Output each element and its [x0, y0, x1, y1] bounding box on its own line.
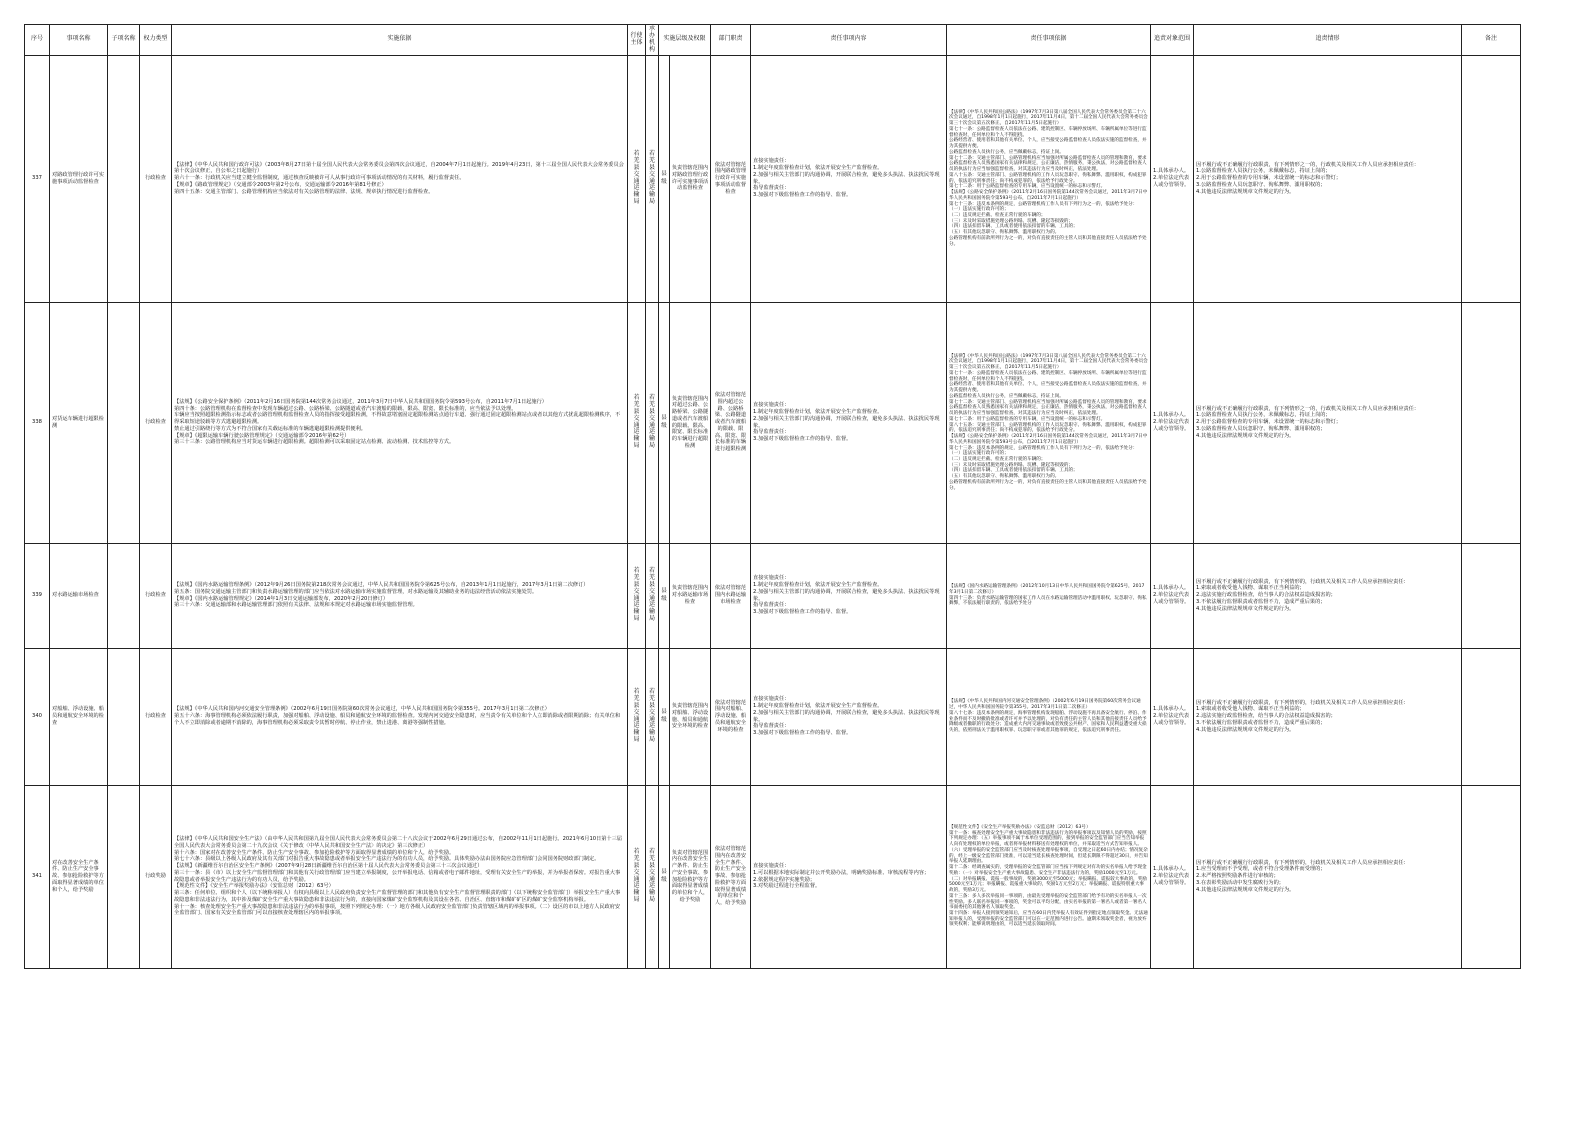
handling-org	[646, 55, 659, 302]
department-duty-text: 依法对管辖范围内在改善安全生产条件、防止生产安全事故、参加抢险救护等方面取得显著成绩的单位和个人，给予奖励	[714, 846, 747, 907]
level-authority-inner	[659, 56, 710, 302]
responsibility-basis-line: （五）有其他玩忽职守、徇私舞弊、滥用职权行为的。	[949, 230, 1060, 236]
department-duty	[711, 302, 751, 543]
accountability-situation-line: 1.索取或者收受他人钱物、谋取不正当利益的；	[1196, 585, 1305, 592]
accountability-target-line: 1.具体承办人。	[1153, 706, 1190, 713]
responsibility-basis-line: 第八十五条：交通主管部门、公路管理机构的工作人员玩忽职守、徇私舞弊、滥用职权，构成犯罪的，依法追究刑事责任；尚不构成犯罪的，依法给予行政处分。	[949, 172, 1147, 184]
header-cell: 备注	[1462, 25, 1521, 56]
department-duty	[711, 648, 751, 785]
responsibility-content-line: 2.依据规定程序实施奖励；	[753, 876, 816, 883]
implementation-basis-line: 【规章】《路政管理规定》（交通部令2003年第2号公布，交通运输部令2016年第81号修正）	[174, 181, 387, 188]
responsibility-basis-line: 公路管理机构有前款所列行为之一的，对负有直接责任的主管人员和其他直接责任人员依法给予处分。	[949, 235, 1147, 247]
item-name-text: 对货运车辆进行超限检测	[52, 415, 104, 429]
row-number-text: 338	[32, 419, 42, 426]
accountability-target	[1151, 55, 1194, 302]
accountability-target	[1151, 302, 1194, 543]
handling-org-text: 若羌县交通运输局	[648, 150, 655, 206]
responsibility-basis-line: 【法律】《中华人民共和国公路法》（1997年7月3日第八届全国人民代表大会常务委员会第二十六次会议通过，自1998年1月1日起施行，2017年11月4日，第十二届全国人民代表大会常务委员会第三十次会议第五次修正，自2017年11月5日起施行）	[949, 353, 1148, 371]
implementation-basis-line: 第三条：任何单位、组织和个人（以下统称举报人）有权向县级以上人民政府负责安全生产监督管理的部门和其他负有安全生产监督管理职责的部门（以下统称安全监管部门）举报安全生产重大事故隐患和非法违法行为，其中涉及煤矿安全生产重大事故隐患和非法违法行为的，直接向国家煤矿安全监察机构及其设在各省、自治区、直辖市和煤矿矿区的煤矿安全监察机构举报。	[174, 890, 621, 903]
responsibility-basis-line: 第七十二条：用于公路监督检查的专用车辆，应当设置统一的标志和示警灯。	[949, 184, 1106, 190]
level-text: 县级	[661, 171, 667, 185]
sub-item-name	[108, 302, 140, 543]
responsibility-basis-line: 第七十三条：违反本条例的规定，公路管理机构工作人员有下列行为之一的，依法给予处分：	[949, 445, 1138, 451]
row-number	[25, 302, 50, 543]
responsibility-basis	[947, 785, 1151, 968]
implementation-basis	[172, 302, 628, 543]
implementation-basis	[172, 648, 628, 785]
responsibility-content-line: 1.制定年度监督检查计划，依法开展安全生产监督检查。	[753, 165, 883, 172]
responsibility-content-line: 2.加强与相关主管部门的沟通协调，开展联合检查，避免多头执法、执法扰民等现象。	[753, 171, 940, 185]
responsibility-content	[751, 785, 947, 968]
row-number-text: 341	[32, 873, 42, 880]
responsibility-basis-line: 第七十二条：用于公路监督检查的专用车辆，应当设置统一的标志和示警灯。	[949, 416, 1106, 422]
executing-subject	[628, 648, 646, 785]
authority-text: 负责管辖范围内对船舶、浮动设施、船员和通航安全环境的检查	[669, 649, 710, 785]
level-authority-inner	[659, 303, 710, 543]
responsibility-content-line: 直接实施责任：	[753, 863, 790, 870]
accountability-target-line: 2.单位法定代表人或分管领导。	[1153, 175, 1190, 188]
responsibility-basis-line: 第七十二条：交通主管部门、公路管理机构应当加强对所属公路监督检查人员的管理和教育，要求公路监督检查人员熟悉国家有关法律和规定，公正廉洁，热情服务，秉公执法，对公路监督检查人员的执法行为应当加强监督检查，对其违法行为应当及时纠正，依法处理。	[949, 155, 1147, 173]
implementation-basis-line: 【法规】《新疆维吾尔自治区安全生产条例》（2007年9月28日新疆维吾尔自治区第十届人民代表大会常务委员会第三十三次会议通过）	[174, 863, 483, 870]
responsibility-basis-line: 第十三条：多人多次举报同一事项的，由最先受理举报的安全监管部门给予有功的实名举报人一次性奖励。多人联名举报同一事项的，奖金可以平均分配，由实名举报的第一署名人或者第一署名人书面委托的其他署名人领取奖金。	[949, 893, 1147, 911]
implementation-basis-line: 第五十六条：海事管理机构必须依法履行职责，加强对船舶、浮动设施、船员和通航安全环境的监督检查。发现内河交通安全隐患时，应当责令有关单位和个人立即消除或者限期消除；有关单位和个人不立即消除或者逾期不消除的，海事管理机构必须采取责令其暂时停航、停止作业，禁止进港、离港等强制性措施。	[174, 713, 621, 726]
responsibility-basis-line: 第十一条：核查处理安全生产重大事故隐患和非法违法行为的举报事项以及知情人员的奖励，按照下列规定办理：（五）举报事项不属于本单位受理范围的，接到举报的安全监管部门应当告知举报人向有处理权的单位举报，或者将举报材料移送有处理权的单位，并采取适当方式告知举报人。（六）受理举报的安全监管部门应当及时核查处理举报事项，自受理之日起60日内办结；情况复杂的，经上一级安全监管部门批准，可以适当延长核查处理时间，但延长期限不得超过30日，并告知举报人延期理由。	[949, 830, 1148, 865]
remarks	[1462, 648, 1521, 785]
implementation-basis-line: 【法律】《中华人民共和国安全生产法》（由中华人民共和国第九届全国人民代表大会常务委员会第二十八次会议于2002年6月29日通过公布，自2002年11月1日起施行。2021年6月10日第十三届全国人民代表大会常务委员会第二十九次会议《关于修改〈中华人民共和国安全生产法〉的决定》第三次修正）	[174, 836, 622, 849]
accountability-situation-line: 2.用于公路监督检查的专用车辆，未设置统一的标志和示警灯；	[1196, 175, 1342, 182]
accountability-target-line: 1.具体承办人。	[1153, 412, 1190, 419]
item-name-text: 对在改善安全生产条件、防止生产安全事故、参加抢险救护等方面取得显著成绩的单位和个人，给予奖励	[52, 859, 104, 893]
accountability-target	[1151, 543, 1194, 648]
department-duty-text: 依法对管辖范围内对船舶、浮动设施、船员和通航安全环境的检查	[714, 699, 747, 733]
accountability-target-line: 2.单位法定代表人或分管领导。	[1153, 419, 1190, 432]
implementation-basis-line: 第三十三条：公路管理机构应当对货运车辆进行超限检测。超限检测可以采取固定站点检测、流动检测、技术监控等方式。	[174, 439, 455, 446]
responsibility-basis-line: 第八十五条：交通主管部门、公路管理机构的工作人员玩忽职守、徇私舞弊、滥用职权，构成犯罪的，依法追究刑事责任；尚不构成犯罪的，依法给予行政处分。	[949, 422, 1147, 434]
implementation-basis-line: 第三十一条：县（市）以上安全生产监督管理部门和其他有关行政管理部门应当建立举报制度，公开举报电话、信箱或者电子邮件地址，受理有关安全生产的举报，并为举报者保密。对报告重大事故隐患或者举报安全生产违法行为的有功人员，给予奖励。	[174, 869, 621, 883]
responsibility-content-line: 2.加强与相关主管部门的沟通协调，开展联合检查，避免多头执法、执法扰民等现象。	[753, 588, 940, 602]
power-type	[140, 302, 172, 543]
item-name	[50, 302, 108, 543]
authority-text: 负责管辖范围内对路政管理行政许可实施事项活动监督检查	[669, 56, 710, 302]
responsibility-content-line: 指导监督责任：	[753, 429, 790, 436]
department-duty	[711, 785, 751, 968]
header-cell: 实施依据	[172, 25, 628, 56]
sub-item-name	[108, 543, 140, 648]
implementation-basis-line: 【法律】《中华人民共和国行政许可法》（2003年8月27日第十届全国人民代表大会常务委员会第四次会议通过，自2004年7月1日起施行。2019年4月23日，第十三届全国人民代表大会常务委员会第十次会议修正，自公布之日起施行）	[174, 161, 624, 175]
authority-text: 负责管辖范围内对水路运输市场检查	[669, 544, 710, 648]
header-cell: 部门职责	[711, 25, 751, 56]
table-row	[25, 543, 1521, 648]
responsibility-content-line: 3.加强对下级监督检查工作的指导、监督。	[753, 730, 852, 737]
accountability-situation-line: 因不履行或不正确履行行政职责，有下列情形的，行政机关及相关工作人员应承担相应责任：	[1196, 578, 1409, 585]
executing-subject-text: 若羌县交通运输局	[633, 688, 640, 744]
responsibility-content-line: 3.对奖励过程进行全程监督。	[753, 883, 821, 890]
accountability-situation-line: 因不履行或不正确履行行政职责，有下列情形的，行政机关及相关工作人员应承担相应责任：	[1196, 859, 1409, 866]
responsibility-basis	[947, 302, 1151, 543]
executing-subject	[628, 302, 646, 543]
responsibility-content-line: 指导监督责任：	[753, 602, 790, 609]
accountability-situation-line: 1.公路监督检查人员执行公务，未佩戴标志，持证上岗的；	[1196, 168, 1331, 175]
responsibility-basis-line: 【法规】《中华人民共和国内河交通安全管理条例》（2002年6月19日国务院第60次常务会议通过，中华人民共和国国务院令第355号。2017年3月1日第二次修正）	[949, 699, 1141, 711]
header-cell: 实施层级及权限	[659, 25, 711, 56]
accountability-situation	[1194, 648, 1462, 785]
accountability-situation	[1194, 55, 1462, 302]
accountability-target-line: 2.单位法定代表人或分管领导。	[1153, 713, 1190, 726]
row-number	[25, 648, 50, 785]
header-cell: 追责对象范围	[1151, 25, 1194, 56]
department-duty-text: 依法对管辖范围内超过公路、公路桥梁、公路隧道或者汽车渡船的限载、限高、限宽、限长标准的车辆进行超限检测	[714, 392, 747, 453]
row-number-text: 339	[32, 592, 42, 599]
header-cell: 事项名称	[50, 25, 108, 56]
implementation-basis-line: 【规章】《超限运输车辆行驶公路管理规定》（交通运输部令2016年第62号）	[174, 432, 350, 439]
table-row	[25, 55, 1521, 302]
implementation-basis-line: 【法规】《公路安全保护条例》（2011年2月16日国务院第144次常务会议通过，2011年3月7日中华人民共和国国务院令第593号公布，自2011年7月1日起施行）	[174, 398, 547, 405]
handling-org-text: 若羌县交通运输局	[648, 394, 655, 450]
responsibility-basis-line: （二）违反规定拦截、检查正常行驶的车辆的；	[949, 212, 1046, 218]
remarks	[1462, 543, 1521, 648]
accountability-target-line: 1.具体承办人。	[1153, 866, 1190, 873]
handling-org	[646, 785, 659, 968]
accountability-situation-line: 4.其他违反法律法规规章文件规定的行为。	[1196, 188, 1295, 195]
responsibility-basis-line: （三）未及时采取措施处理公路坍塌、坑槽、隆起等损毁的；	[949, 462, 1074, 468]
row-number	[25, 785, 50, 968]
accountability-situation-line: 3.不依法履行监督职责或者监督不力，造成严重后果的；	[1196, 598, 1326, 605]
level-text: 县级	[661, 709, 667, 723]
remarks	[1462, 55, 1521, 302]
responsibility-basis-line: 第七十二条：交通主管部门、公路管理机构应当加强对所属公路监督检查人员的管理和教育，要求公路监督检查人员熟悉国家有关法律和规定，公正廉洁，热情服务，秉公执法，对公路监督检查人员的执法行为应当加强监督检查，对其违法行为应当及时纠正，依法处理。	[949, 399, 1147, 417]
responsibility-table	[24, 24, 1521, 969]
responsibility-content-line: 直接实施责任：	[753, 696, 790, 703]
responsibility-basis-line: （四）违法扣留车辆、工具或者使用依法扣留的车辆、工具的；	[949, 468, 1078, 474]
level-text: 县级	[661, 588, 667, 602]
responsibility-basis-line: 【法规】《国内水路运输管理条例》（2012年10月13日中华人民共和国国务院令第625号，2017年3月1日第二次修订）	[949, 584, 1145, 595]
department-duty	[711, 55, 751, 302]
sub-item-name	[108, 55, 140, 302]
responsibility-basis	[947, 55, 1151, 302]
accountability-situation	[1194, 302, 1462, 543]
responsibility-content-line: 直接实施责任：	[753, 575, 790, 582]
table-row	[25, 648, 1521, 785]
row-number	[25, 55, 50, 302]
item-name-text: 对水路运输市场检查	[52, 592, 99, 599]
power-type	[140, 648, 172, 785]
table-row	[25, 785, 1521, 968]
remarks	[1462, 785, 1521, 968]
responsibility-basis-line: 公路管理机构有前款所列行为之一的，对负有直接责任的主管人员和其他直接责任人员依法给予处分。	[949, 479, 1147, 491]
accountability-situation-line: 4.其他违反法律法规规章文件规定的行为。	[1196, 432, 1295, 439]
power-type-text: 行政检查	[145, 592, 166, 599]
responsibility-basis-line: 公路经营者、使用者和其他有关单位、个人，应当接受公路监督检查人员依法实施的监督检查，并为其提供方便。	[949, 382, 1147, 394]
responsibility-basis-line: 公路监督检查人员执行公务，应当佩戴标志，持证上岗。	[949, 393, 1064, 399]
accountability-target-line: 1.具体承办人。	[1153, 168, 1190, 175]
authority-text: 负责对管辖范围内在改善安全生产条件、防止生产安全事故、参加抢险救护等方面取得显著成绩的单位和个人，给予奖励	[669, 786, 710, 968]
implementation-basis	[172, 543, 628, 648]
accountability-target	[1151, 648, 1194, 785]
responsibility-basis-line: 公路监督检查人员执行公务，应当佩戴标志，持证上岗。	[949, 149, 1064, 155]
implementation-basis-line: 第十一条：核查处理安全生产重大事故隐患和非法违法行为的举报事项，按照下列规定办理：（一）地方各级人民政府安全监管部门负责管辖区域内的举报事项。（二）设区的市以上地方人民政府安全监管部门、国家有关安全监管部门可以直接核查处理辖区内的举报事项。	[174, 903, 621, 917]
implementation-basis-line: 车辆应当按照超限检测指示标志或者公路管理机构监督检查人员的指挥接受超限检测，不得故意堵塞固定超限检测站点通行车道、强行通过固定超限检测站点或者以其他方式扰乱超限检测秩序，不得采取短途驳载等方式逃避超限检测。	[174, 412, 621, 426]
responsibility-content-line: 直接实施责任：	[753, 158, 790, 165]
responsibility-basis-line: （三）未及时采取措施处理公路坍塌、坑槽、隆起等损毁的；	[949, 218, 1074, 224]
level-authority	[659, 543, 711, 648]
accountability-situation-line: 3.不依法履行监督职责或者监督不力，造成严重后果的；	[1196, 719, 1326, 726]
responsibility-basis-line: 第七十一条：公路监督检查人员依法在公路、建筑控制区、车辆停放场所、车辆所属单位等进行监督检查时，任何单位和个人不得阻挠。	[949, 126, 1147, 138]
accountability-situation-line: 1.应当受理而不予受理，或者不符合受理条件而受理的；	[1196, 866, 1326, 873]
header-cell: 追责情形	[1194, 25, 1462, 56]
accountability-situation-line: 因不履行或不正确履行行政职责，有下列情形的，行政机关及相关工作人员应承担相应责任：	[1196, 699, 1409, 706]
responsibility-content-line: 1.制定年度监督检查计划，依法开展安全生产监督检查。	[753, 703, 883, 710]
department-duty-text: 依法对管辖范围内水路运输市场检查	[714, 585, 747, 605]
item-name-text: 对路政管理行政许可实施事项活动监督检查	[52, 171, 104, 185]
implementation-basis-line: 第七十六条：县级以上各级人民政府及其有关部门对报告重大事故隐患或者举报安全生产违法行为的有功人员，给予奖励。具体奖励办法由国务院应急管理部门会同国务院财政部门制定。	[174, 856, 600, 863]
level-authority	[659, 648, 711, 785]
accountability-situation-line: 2.违法实施行政监督检查，给当事人的合法权益造成损害的；	[1196, 592, 1336, 599]
accountability-target-line: 2.单位法定代表人或分管领导。	[1153, 873, 1190, 886]
implementation-basis-line: 第三十六条：交通运输部和水路运输管理部门依照有关法律、法规和本规定对水路运输市场实施监督管理。	[174, 602, 418, 609]
department-duty	[711, 543, 751, 648]
level-authority-inner	[659, 649, 710, 785]
responsibility-basis-line: （二）违反规定拦截、检查正常行驶的车辆的；	[949, 456, 1046, 462]
item-name	[50, 55, 108, 302]
accountability-situation-line: 3.在表彰奖励活动中发生腐败行为的；	[1196, 879, 1284, 886]
sub-item-name	[108, 785, 140, 968]
implementation-basis-line: 第四十五条：交通主管部门、公路管理机构应当依法对有关公路管理的法律、法规、规章执行情况进行监督检查。	[174, 188, 434, 195]
accountability-situation-line: 2.违法实施行政监督检查，给当事人的合法权益造成损害的；	[1196, 713, 1336, 720]
responsibility-basis-line: 第四十三条：负责水路运输管理的国家工作人员在水路运输管理活动中滥用职权、玩忽职守、徇私舞弊，不依法履行职责的，依法给予处分	[949, 595, 1147, 607]
implementation-basis-line: 【法规】《国内水路运输管理条例》（2012年9月26日国务院第218次常务会议通过，中华人民共和国国务院令第625号公布，自2013年1月1日起施行，2017年3月1日第二次修订）	[174, 582, 589, 589]
item-name	[50, 785, 108, 968]
header-cell: 承办机构	[646, 25, 659, 56]
level-authority-inner	[659, 544, 710, 648]
responsibility-basis-line: （五）有其他玩忽职守、徇私舞弊、滥用职权行为的。	[949, 474, 1060, 480]
accountability-situation-line: 4.其他违反法律法规规章文件规定的行为。	[1196, 726, 1295, 733]
accountability-target-line: 2.单位法定代表人或分管领导。	[1153, 592, 1190, 605]
row-number	[25, 543, 50, 648]
accountability-situation	[1194, 543, 1462, 648]
responsibility-content-line: 指导监督责任：	[753, 723, 790, 730]
accountability-situation-line: 1.索取或者收受他人钱物、谋取不正当利益的；	[1196, 706, 1305, 713]
responsibility-basis-line: 第八十七条：违反本条例的规定，海事管理机构发现船舶、浮动设施不再具备安全航行、停泊、作业条件而不及时撤销批准或者许可并予以处理的，对负有责任的主管人员和其他直接责任人员给予降级或者撤职的行政处分；造成重大内河交通事故或者致使公共财产、国家和人民利益遭受重大损失的，依照刑法关于滥用职权罪、玩忽职守罪或者其他罪的规定，依法追究刑事责任。	[949, 710, 1147, 734]
handling-org-text: 若羌县交通运输局	[648, 567, 655, 623]
responsibility-basis-line: （四）违法扣留车辆、工具或者使用依法扣留的车辆、工具的；	[949, 224, 1078, 230]
accountability-target-line: 1.具体承办人。	[1153, 585, 1190, 592]
level-authority	[659, 785, 711, 968]
responsibility-basis-line: 【法规】《公路安全保护条例》（2011年2月16日国务院第144次常务会议通过，2011年3月7日中华人民共和国国务院令第593号公布，自2011年7月1日起施行）	[949, 190, 1148, 201]
executing-subject	[628, 785, 646, 968]
responsibility-basis-line: 第七十一条：公路监督检查人员依法在公路、建筑控制区、车辆停放场所、车辆所属单位等进行监督检查时，任何单位和个人不得阻挠。	[949, 370, 1147, 382]
item-name	[50, 648, 108, 785]
accountability-situation-line: 因不履行或不正确履行行政职责，有下列情形之一的，行政机关及相关工作人员应承担相应责任：	[1196, 161, 1420, 168]
power-type-text: 行政检查	[145, 419, 166, 426]
responsibility-basis	[947, 648, 1151, 785]
implementation-basis-line: 【规章】《国内水路运输管理规定》（2014年1月3日交通运输部发布，2020年2月20日修订）	[174, 595, 389, 602]
accountability-situation-line: 4.其他违反法律法规规章文件规定的行为。	[1196, 886, 1295, 893]
responsibility-content	[751, 302, 947, 543]
document-page	[24, 24, 1520, 969]
handling-org-text: 若羌县交通运输局	[648, 848, 655, 904]
header-cell: 责任事项依据	[947, 25, 1151, 56]
responsibility-basis-line: 【法规】《公路安全保护条例》（2011年2月16日国务院第144次常务会议通过，2011年3月7日中华人民共和国国务院令第593号公布，自2011年7月1日起施行）	[949, 434, 1148, 445]
responsibility-content-line: 2.加强与相关主管部门的沟通协调，开展联合检查，避免多头执法、执法扰民等现象。	[753, 415, 940, 429]
handling-org	[646, 302, 659, 543]
implementation-basis-line: 【规范性文件】《安全生产举报奖励办法》（安监总财〔2012〕63号）	[174, 883, 334, 890]
executing-subject	[628, 55, 646, 302]
responsibility-basis-line: 【规范性文件】《安全生产举报奖励办法》（安监总财〔2012〕63号）	[949, 824, 1091, 830]
responsibility-basis	[947, 543, 1151, 648]
implementation-basis-line: 第十六条：国家对在改善安全生产条件、防止生产安全事故、参加抢险救护等方面取得显著成绩的单位和个人，给予奖励。	[174, 849, 455, 856]
responsibility-content	[751, 543, 947, 648]
table-header-row	[25, 25, 1521, 56]
table-row	[25, 302, 1521, 543]
responsibility-content-line: 指导监督责任：	[753, 185, 790, 192]
power-type-text: 行政检查	[145, 175, 166, 182]
implementation-basis	[172, 785, 628, 968]
level-text: 县级	[661, 415, 667, 429]
implementation-basis-line: 禁止通过引路绕行等方式为不符合国家有关载运标准的车辆逃避超限检测提供便利。	[174, 425, 366, 432]
item-name-text: 对船舶、浮动设施、船员和通航安全环境的检查	[52, 706, 104, 726]
accountability-situation-line: 3.公路监督检查人员玩忽职守、徇私舞弊、滥用职权的；	[1196, 425, 1326, 432]
row-number-text: 337	[32, 175, 42, 182]
responsibility-basis-line: 公路经营者、使用者和其他有关单位、个人，应当接受公路监督检查人员依法实施的监督检查，并为其提供方便。	[949, 138, 1147, 150]
header-cell: 行使主体	[628, 25, 646, 56]
level-text: 县级	[661, 869, 667, 883]
accountability-situation	[1194, 785, 1462, 968]
handling-org-text: 若羌县交通运输局	[648, 688, 655, 744]
responsibility-content	[751, 55, 947, 302]
level-authority	[659, 302, 711, 543]
responsibility-basis-line: （一）违法实施行政许可的；	[949, 451, 1009, 457]
power-type	[140, 543, 172, 648]
implementation-basis-line: 【法规】《中华人民共和国内河交通安全管理条例》（2002年6月19日国务院第60次常务会议通过，中华人民共和国国务院令第355号。2017年3月1日第二次修正）	[174, 706, 550, 713]
row-number-text: 340	[32, 713, 42, 720]
accountability-situation-line: 2.用于公路监督检查的专用车辆，未设置统一的标志和示警灯；	[1196, 419, 1342, 426]
responsibility-content-line: 直接实施责任：	[753, 402, 790, 409]
power-type-text: 行政检查	[145, 713, 166, 720]
executing-subject-text: 若羌县交通运输局	[633, 848, 640, 904]
executing-subject	[628, 543, 646, 648]
department-duty-text: 依法对管辖范围内路政管理行政许可实施事项活动监督检查	[714, 161, 747, 195]
responsibility-content-line: 3.加强对下级监督检查工作的指导、监督。	[753, 436, 852, 443]
implementation-basis-line: 第五条：国务院交通运输主管部门和负责水路运输管理的部门应当依法对水路运输市场实施监督管理，对水路运输及其辅助业务的违法经营活动依法实施处罚。	[174, 588, 538, 595]
handling-org	[646, 648, 659, 785]
responsibility-content	[751, 648, 947, 785]
responsibility-basis-line: 第十二条：经调查属实的，受理举报的安全监管部门应当按下列规定对有功的实名举报人给予现金奖励：（一）对举报安全生产重大事故隐患、安全生产非法违法行为的，奖励1000元至1万元。（二）对举报瞒报、谎报一般事故的，奖励3000元至5000元；举报瞒报、谎报较大事故的，奖励5000元至1万元；举报瞒报、谎报重大事故的，奖励1万元至2万元；举报瞒报、谎报特别重大事故的，奖励3万元。	[949, 865, 1147, 894]
power-type	[140, 785, 172, 968]
responsibility-basis-line: 第七十三条：违反本条例的规定，公路管理机构工作人员有下列行为之一的，依法给予处分：	[949, 201, 1138, 207]
header-cell: 序号	[25, 25, 50, 56]
accountability-situation-line: 3.公路监督检查人员玩忽职守、徇私舞弊、滥用职权的；	[1196, 181, 1326, 188]
responsibility-content-line: 1.制定年度监督检查计划，依法开展安全生产监督检查。	[753, 409, 883, 416]
executing-subject-text: 若羌县交通运输局	[633, 567, 640, 623]
accountability-situation-line: 因不履行或不正确履行行政职责，有下列情形之一的，行政机关及相关工作人员应承担相应责任：	[1196, 405, 1420, 412]
remarks	[1462, 302, 1521, 543]
implementation-basis	[172, 55, 628, 302]
implementation-basis-line: 第六十一条：行政机关应当建立健全监督制度，通过核查反映被许可人从事行政许可事项活动情况的有关材料，履行监督责任。	[174, 175, 465, 182]
level-authority	[659, 55, 711, 302]
authority-text: 负责管辖范围内对超过公路、公路桥梁、公路隧道或者汽车渡船的限载、限高、限宽、限长标准的车辆进行超限检测	[669, 303, 710, 543]
responsibility-basis-line: （一）违法实施行政许可的；	[949, 207, 1009, 213]
executing-subject-text: 若羌县交通运输局	[633, 394, 640, 450]
header-cell: 责任事项内容	[751, 25, 947, 56]
power-type	[140, 55, 172, 302]
accountability-situation-line: 4.其他违反法律法规规章文件规定的行为。	[1196, 605, 1295, 612]
header-cell: 子项名称	[108, 25, 140, 56]
sub-item-name	[108, 648, 140, 785]
responsibility-content-line: 3.加强对下级监督检查工作的指导、监督。	[753, 192, 852, 199]
responsibility-content-line: 2.加强与相关主管部门的沟通协调，开展联合检查，避免多头执法、执法扰民等现象。	[753, 709, 940, 723]
power-type-text: 行政奖励	[145, 873, 166, 880]
responsibility-content-line: 3.加强对下级监督检查工作的指导、监督。	[753, 609, 852, 616]
responsibility-basis-line: 【法律】《中华人民共和国公路法》（1997年7月3日第八届全国人民代表大会常务委员会第二十六次会议通过，自1998年1月1日起施行，2017年11月4日，第十二届全国人民代表大会常务委员会第三十次会议第五次修正，自2017年11月5日起施行）	[949, 109, 1148, 127]
responsibility-basis-line: 第十四条：举报人接到领奖通知后，应当在60日内凭举报人有效证件到指定地点领取奖金。无法通知举报人的，受理举报的安全监管部门可以在一定范围内进行公告。逾期未领取奖金者，视为放弃领奖权利；能够说明理由的，可以适当延长领取时间。	[949, 910, 1148, 928]
implementation-basis-line: 第四十条：公路管理机构在监督检查中发现车辆超过公路、公路桥梁、公路隧道或者汽车渡船的限载、限高、限宽、限长标准的，应当依法予以处理。	[174, 405, 517, 412]
level-authority-inner	[659, 786, 710, 968]
responsibility-content-line: 1.可以根据本地实际制定并公开奖励办法，明确奖励标准、审核流程等内容；	[753, 869, 930, 876]
header-cell: 权力类型	[140, 25, 172, 56]
accountability-situation-line: 2.未严格按照奖励条件进行审核的；	[1196, 873, 1279, 880]
responsibility-content-line: 1.制定年度监督检查计划，依法开展安全生产监督检查。	[753, 582, 883, 589]
item-name	[50, 543, 108, 648]
executing-subject-text: 若羌县交通运输局	[633, 150, 640, 206]
accountability-target	[1151, 785, 1194, 968]
handling-org	[646, 543, 659, 648]
accountability-situation-line: 1.公路监督检查人员执行公务，未佩戴标志，持证上岗的；	[1196, 412, 1331, 419]
